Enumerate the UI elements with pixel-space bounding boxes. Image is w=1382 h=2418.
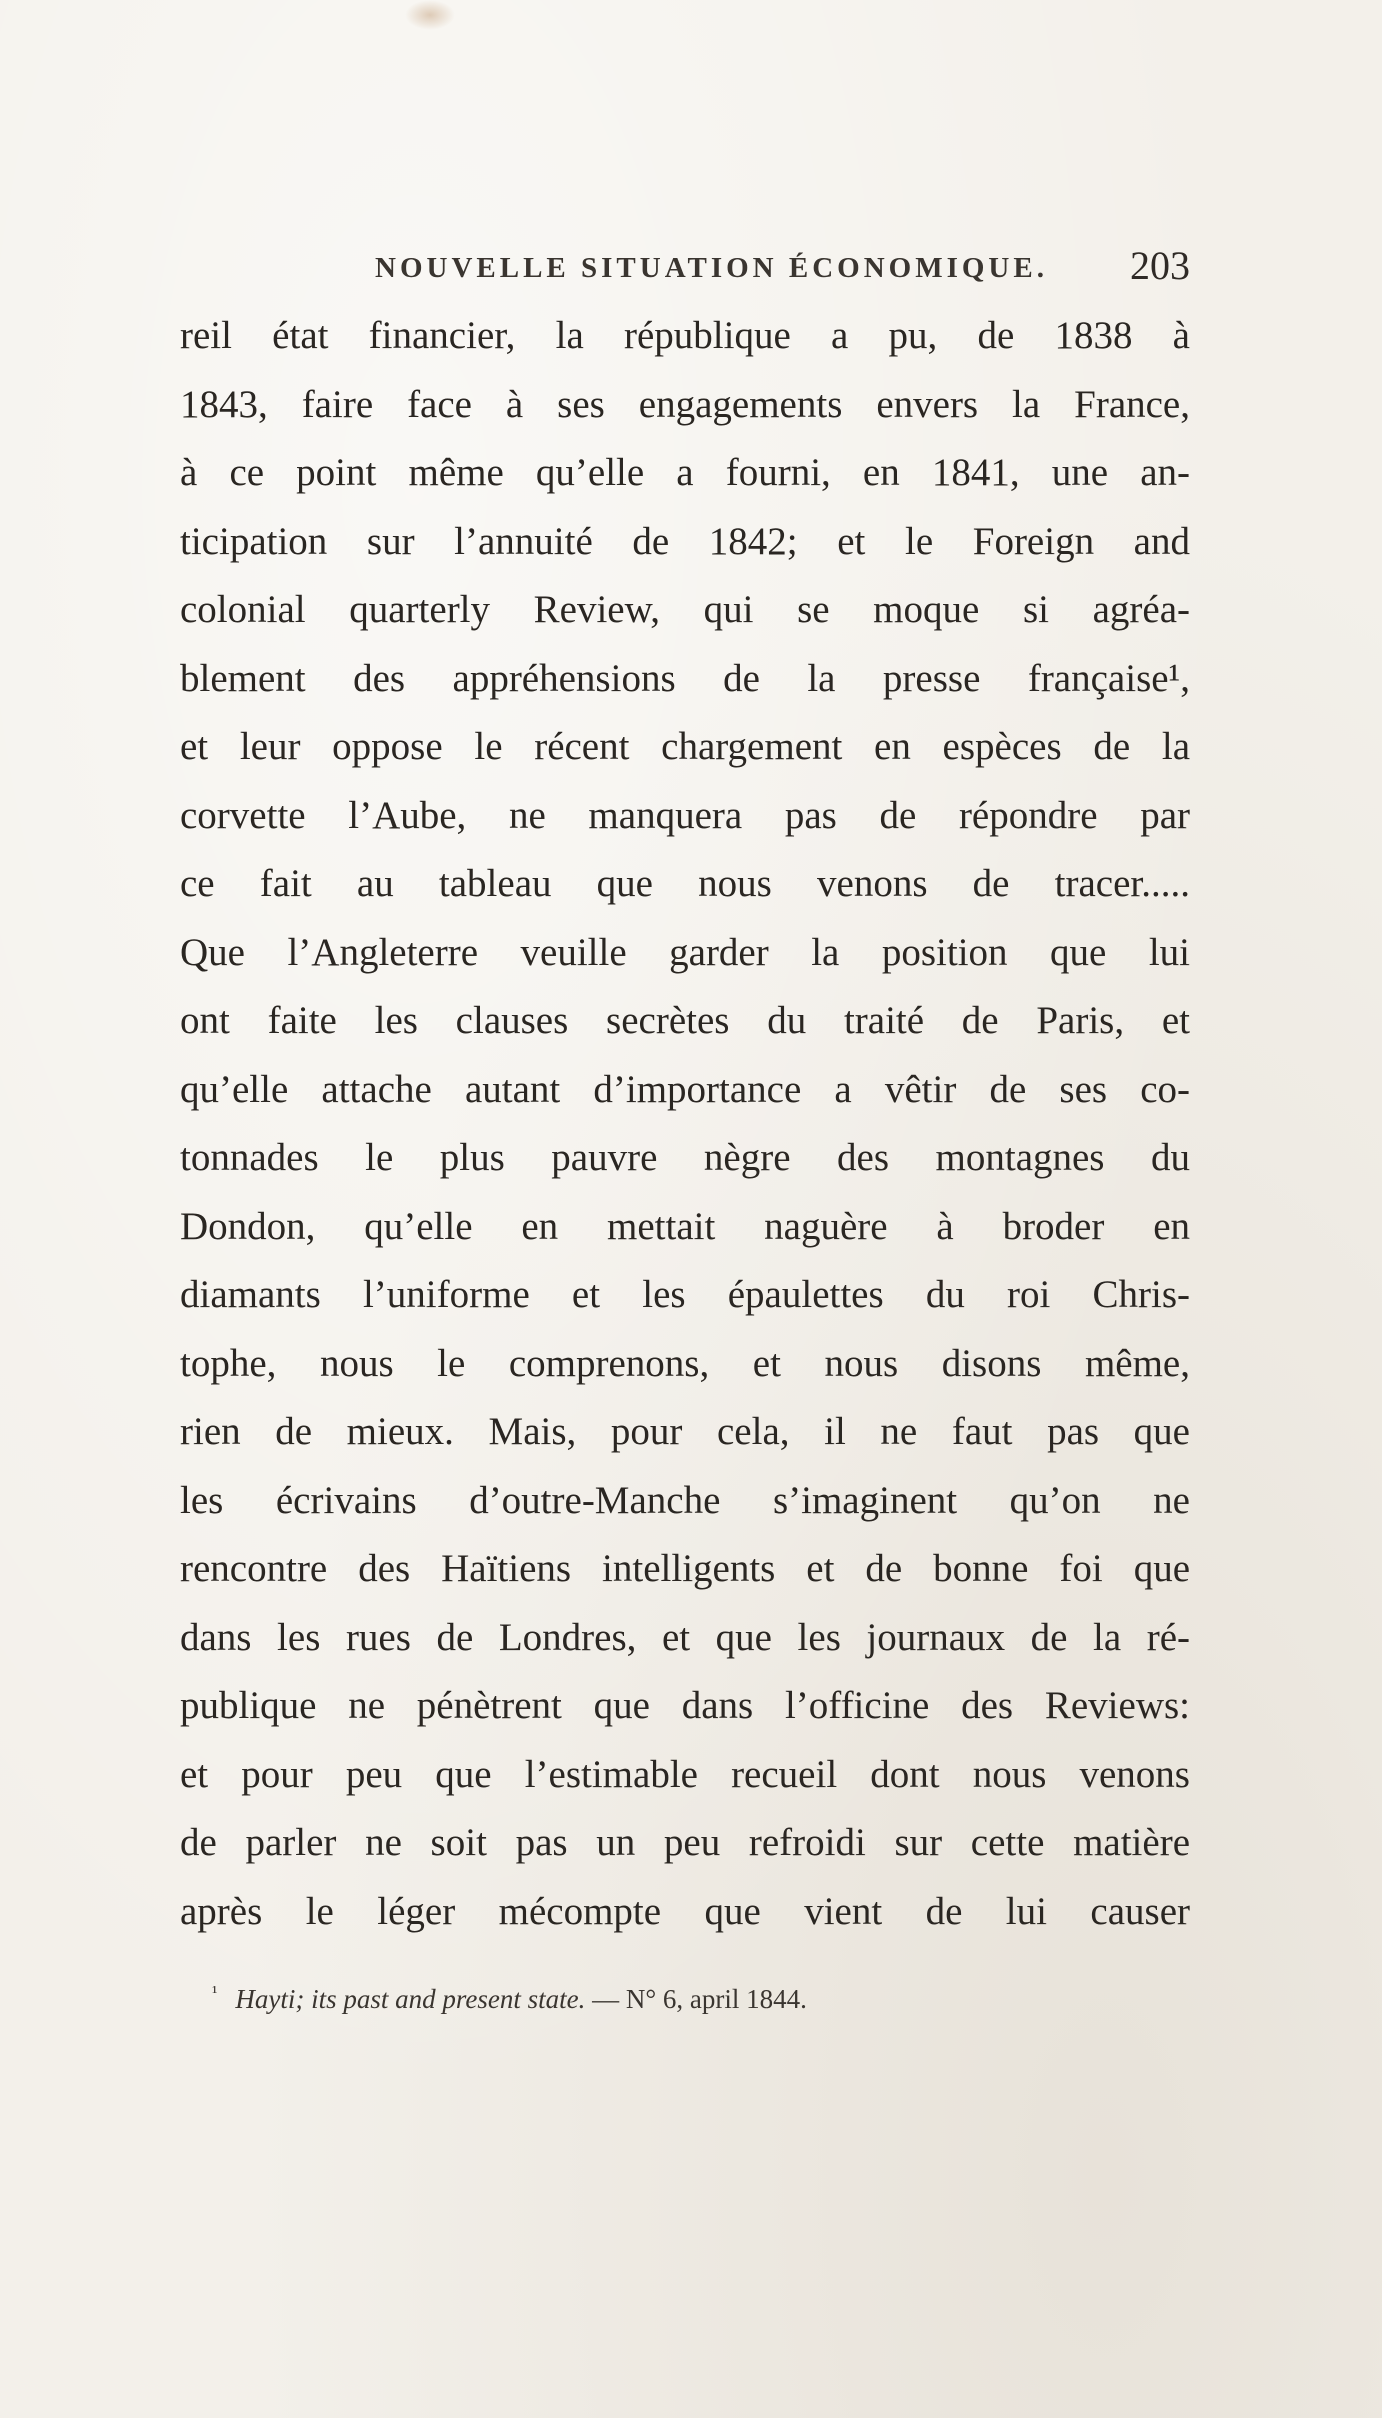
text-line: diamants l’uniforme et les épaulettes du roi Chris- bbox=[180, 1273, 1190, 1316]
text-line: et pour peu que l’estimable recueil dont nous venons bbox=[180, 1752, 1190, 1796]
text-line: de parler ne soit pas un peu refroidi sur cette matière bbox=[180, 1821, 1190, 1864]
text-line: après le léger mécompte que vient de lui causer bbox=[180, 1889, 1190, 1933]
text-line: blement des appréhensions de la presse française¹, bbox=[180, 656, 1190, 700]
text-line: à ce point même qu’elle a fourni, en 1841, une an- bbox=[180, 451, 1190, 494]
text-line: 1843, faire face à ses engagements envers la France, bbox=[180, 382, 1190, 426]
text-line: tophe, nous le comprenons, et nous disons même, bbox=[180, 1341, 1190, 1385]
footnote-mark: ¹ bbox=[212, 1982, 218, 2002]
footnote-reference: — N° 6, april 1844. bbox=[592, 1984, 807, 2014]
text-line: ticipation sur l’annuité de 1842; et le Foreign and bbox=[180, 519, 1190, 563]
page-number: 203 bbox=[1130, 243, 1190, 288]
paper-stain bbox=[405, 0, 455, 30]
page-header bbox=[180, 240, 1200, 300]
running-title: NOUVELLE SITUATION ÉCONOMIQUE. bbox=[375, 252, 1048, 284]
text-line: les écrivains d’outre-Manche s’imaginent qu’on ne bbox=[180, 1478, 1190, 1522]
text-line: ce fait au tableau que nous venons de tracer..... bbox=[180, 862, 1190, 905]
footnote bbox=[212, 1982, 807, 2015]
text-line: et leur oppose le récent chargement en espèces de la bbox=[180, 725, 1190, 768]
text-line: ont faite les clauses secrètes du traité de Paris, et bbox=[180, 999, 1190, 1042]
text-line: rien de mieux. Mais, pour cela, il ne faut pas que bbox=[180, 1410, 1190, 1453]
text-line: rencontre des Haïtiens intelligents et de bonne foi que bbox=[180, 1547, 1190, 1590]
footnote-title: Hayti; its past and present state. bbox=[235, 1984, 586, 2014]
body-text bbox=[180, 302, 1190, 1946]
text-line: reil état financier, la république a pu, de 1838 à bbox=[180, 314, 1190, 357]
text-line: corvette l’Aube, ne manquera pas de répondre par bbox=[180, 793, 1190, 837]
text-line: dans les rues de Londres, et que les journaux de la ré- bbox=[180, 1615, 1190, 1659]
text-line: qu’elle attache autant d’importance a vêtir de ses co- bbox=[180, 1067, 1190, 1111]
text-line: tonnades le plus pauvre nègre des montagnes du bbox=[180, 1136, 1190, 1179]
text-line: Dondon, qu’elle en mettait naguère à broder en bbox=[180, 1204, 1190, 1248]
text-line: Que l’Angleterre veuille garder la position que lui bbox=[180, 930, 1190, 974]
text-line: publique ne pénètrent que dans l’officine des Reviews: bbox=[180, 1684, 1190, 1727]
text-line: colonial quarterly Review, qui se moque si agréa- bbox=[180, 588, 1190, 631]
